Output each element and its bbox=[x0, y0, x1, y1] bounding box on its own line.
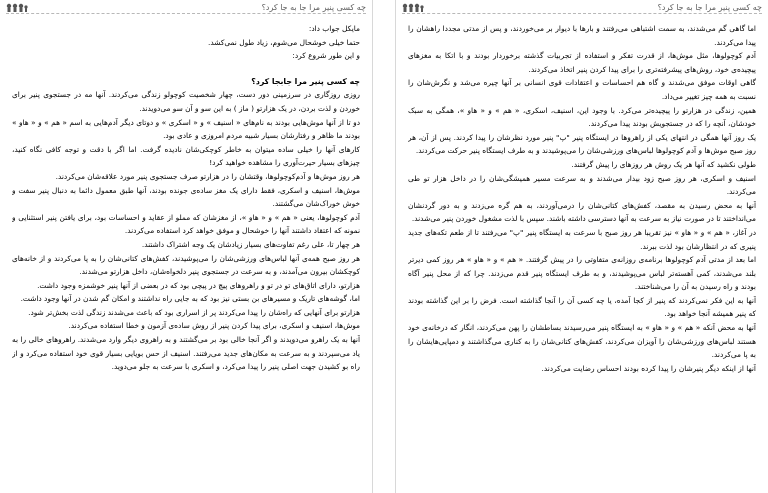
paragraph: هر روز صبح همه‌ی آنها لباس‌های ورزشی‌شان را می‌پوشیدند، کفش‌های کتانی‌شان را به پا می‌کردند و از خانه‌های کوچکشان بیرون می‌آمدند، و به سرعت در جستجوی پنیر دلخواه‌شان، داخل هزارتو می‌شدند. bbox=[12, 253, 360, 277]
paragraph: اما گاهی گم می‌شدند، به سمت اشتباهی می‌رفتند و بارها با دیوار بر می‌خوردند، و پس از مدتی مجددا راهشان را پیدا می‌کردند. bbox=[408, 24, 756, 47]
right-page bbox=[396, 0, 768, 493]
header-title: چه کسی پنیر مرا جا به جا کرد؟ bbox=[261, 3, 366, 12]
paragraph: اسنیف و اسکری، هر روز صبح زود بیدار می‌شدند و به سرعت مسیر همیشگی‌شان را در داخل هزار تو طی می‌کردند. bbox=[408, 173, 756, 197]
paragraph: آنها از اینکه دیگر پنیرشان را پیدا کرده بودند احساس رضایت می‌کردند. bbox=[541, 363, 756, 373]
paragraph: هر روز موش‌ها و آدم‌کوچولوها، وقتشان را در هزارتو صرف جستجوی پنیر مورد علاقه‌شان می‌کردند. bbox=[55, 171, 360, 181]
paragraph: گاهی اوقات موفق می‌شدند و گاه هم احساسات و اعتقادات قوی انسانی بر آنها چیره می‌شد و نگرش‌شان را نسبت به همه چیز تغییر می‌داد. bbox=[408, 78, 756, 101]
paragraph: آدم کوچولوها، مثل موش‌ها، از قدرت تفکر و استفاده از تجربیات گذشته برخوردار بودند و با اتکا به مغزهای پیچیده‌ی خود، روش‌های پیشرفته‌تری را برای پیدا کردن پنیر اتخاذ می‌کردند. bbox=[408, 51, 756, 74]
paragraph: آنها به محض رسیدن به مقصد، کفش‌های کتانی‌شان را درمی‌آوردند، به هم گره می‌زدند و به دور گردنشان می‌انداختند تا در صورت نیاز به سرعت به آنها دسترسی داشته باشند. سپس با لذت مشغول خوردن پنیر می‌شدند. bbox=[408, 200, 756, 224]
page-gutter bbox=[372, 0, 396, 493]
paragraph: موش‌ها، اسنیف و اسکری، فقط دارای یک مغز ساده‌ی جونده بودند، آنها طبق معمول دائما به دنبال پنیر سفت و خوش خوراک‌شان می‌گشتند. bbox=[12, 185, 360, 209]
paragraph: آنها به محض آنکه « هم » و « هاو » به ایستگاه پنیر می‌رسیدند بساطشان را پهن می‌کردند، انگار که درخانه‌ی خود هستند لباس‌های ورزشی‌شان را آویزان می‌کردند، کفش‌های کتانی‌شان را به کناری می‌گذاشتند و دمپایی‌هایشان را به پا می‌کردند. bbox=[408, 323, 756, 360]
paragraph: آنها به یک راهرو می‌دویدند و اگر آنجا خالی بود بر می‌گشتند و به راهروی دیگر وارد می‌شدند. راهروهای خالی را به یاد می‌سپردند و به سرعت به مکان‌های جدید می‌رفتند. اسنیف از حس بویایی بسیار قوی خود استفاده می‌کرد و از راه بو کشیدن جهت اصلی پنیر را پیدا می‌کرد، و اسکری با سرعت به جلو می‌دوید. bbox=[12, 335, 360, 372]
paragraph: روزی روزگاری در سرزمینی دور دست، چهار شخصیت کوچولو زندگی می‌کردند. آنها مه در جستجوی پنیر برای خوردن و لذت بردن، در یک هزارتو ( ماز ) به این سو و آن سو می‌دویدند. bbox=[12, 90, 360, 113]
paragraph: دو تا از آنها موش‌هایی بودند به نام‌های « اسنیف » و « اسکری » و دوتای دیگر آدم‌هایی به اسم « هم » و « هاو » بودند ما ظاهر و رفتارشان بسیار شبیه مردم امروزی و عادی بود. bbox=[12, 117, 360, 141]
paragraph: هزارتو، دارای اتاق‌های تو در تو و راهروهای پیچ در پیچی بود که در بعضی از آنها پنیر خوشمزه وجود داشت. bbox=[37, 280, 360, 290]
paragraph: همین، زندگی در هزارتو را پیچیده‌تر می‌کرد. با وجود این، اسنیف، اسکری، « هم » و « هاو »، همگی به سبک خودشان، آنچه را که در جستجویش بودند پیدا می‌کردند. bbox=[408, 105, 756, 129]
page-body bbox=[12, 22, 360, 487]
left-page bbox=[0, 0, 372, 493]
publisher-logo-icon bbox=[402, 3, 424, 12]
paragraph: هر چهار تا، علی رغم تفاوت‌های بسیار زیادشان یک وجه اشتراک داشتند. bbox=[141, 239, 360, 249]
text-line: مایکل جواب داد: bbox=[308, 24, 360, 33]
page-header bbox=[6, 2, 366, 14]
publisher-logo-icon bbox=[6, 3, 28, 12]
paragraph: طولی نکشید که آنها هر یک روش هر روزهای را پیش گرفتند. bbox=[571, 159, 756, 169]
paragraph: یک روز آنها همگی در انتهای یکی از راهروها در ایستگاه پنیر "پ" پنیر مورد نظرشان را پیدا کردند. پس از آن، هر روز صبح موش‌ها و آدم کوچولوها لباس‌های ورزشی‌شان را می‌پوشیدند و به طرف ایستگاه پنیر حرکت می‌کردند. bbox=[408, 132, 756, 156]
paragraph: آدم کوچولوها، یعنی « هم » و « هاو »، از مغزشان که مملو از عقاید و احساسات بود، برای یافتن پنیر استثنایی و نمونه که اعتقاد داشتند آنها را خوشحال و موفق خواهد کرد استفاده می‌کردند. bbox=[12, 212, 360, 236]
text-line: حتما خیلی خوشحال می‌شوم، زیاد طول نمی‌کشد. bbox=[208, 37, 360, 47]
paragraph: هزارتو برای آنهایی که راه‌شان را پیدا می‌کردند پر از اسراری بود که باعث می‌شدند زندگی لذت بخش‌تر شود. bbox=[28, 307, 360, 317]
paragraph: کارهای آنها را خیلی ساده میتوان به خاطر کوچکی‌شان نادیده گرفت. اما اگر با دقت و توجه کافی نگاه کنید، چیزهای بسیار حیرت‌آوری را مشاهده خواهید کرد! bbox=[12, 144, 360, 168]
header-title: چه کسی پنیر مرا جا به جا کرد؟ bbox=[657, 3, 762, 12]
paragraph: موش‌ها، اسنیف و اسکری، برای پیدا کردن پنیر از روش ساده‌ی آزمون و خطا استفاده می‌کردند. bbox=[68, 321, 360, 331]
section-heading: چه کسی پنیر مرا جابجا کرد؟ bbox=[251, 76, 360, 86]
page-body bbox=[408, 22, 756, 487]
page-header bbox=[402, 2, 762, 14]
paragraph: اما بعد از مدتی آدم کوچولوها برنامه‌ی روزانه‌ی متفاوتی را در پیش گرفتند. « هم » و « هاو » هر روز کمی دیرتر بلند می‌شدند، کمی آهسته‌تر لباس می‌پوشیدند، و به طرف ایستگاه پنیر قدم می‌زدند. چرا که از محل پنیر آگاه بودند و راه رسیدن به آن را می‌شناختند. bbox=[408, 255, 756, 292]
text-line: و این طور شروع کرد: bbox=[292, 51, 360, 61]
paragraph: در آغاز، « هم » و « هاو » نیز تقریبا هر روز صبح با سرعت به ایستگاه پنیر "پ" می‌رفتند تا از طعم تکه‌های جدید پنیری که در انتظارشان بود لذت ببرند. bbox=[408, 227, 756, 251]
paragraph: آنها به این فکر نمی‌کردند که پنیر از کجا آمده، یا چه کسی آن را آنجا گذاشته است. فرض را بر این گذاشته بودند که پنیر همیشه آنجا خواهد بود. bbox=[408, 295, 756, 319]
paragraph: اما، گوشه‌های تاریک و مسیرهای بن بستی نیز بود که به جایی راه نداشتند و امکان گم شدن در آنها وجود داشت. bbox=[20, 294, 360, 304]
